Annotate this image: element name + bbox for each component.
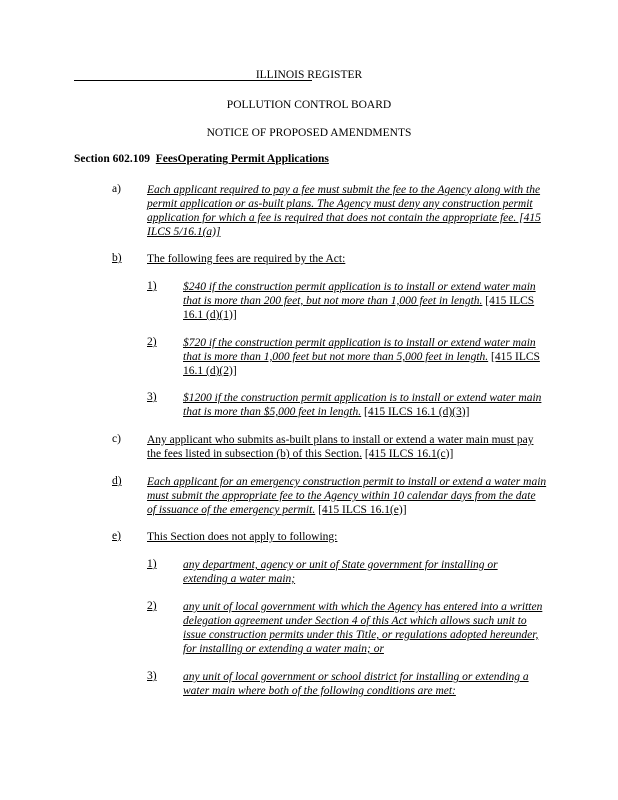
item-e1-label: 1)	[147, 558, 157, 570]
item-b1-label: 1)	[147, 280, 157, 292]
item-e2-text: any unit of local government with which the Agency has entered into a written delegation agreement under Section 4 of this Act which allows such unit to issue construction permits under this Title, or regulations adopted hereunder, for installing or extending a water main; or	[183, 601, 543, 655]
section-title-added: Operating Permit Applications	[177, 153, 329, 165]
item-c-cite: [415 ILCS 16.1(c)]	[364, 448, 454, 460]
section-heading	[74, 153, 329, 165]
item-b-text: The following fees are required by the Act:	[147, 253, 346, 265]
item-b3-body	[183, 391, 543, 419]
item-e-label: e)	[112, 530, 121, 542]
item-b1-cite: [415 ILCS 16.1 (d)(1)]	[183, 295, 535, 321]
item-d-body	[147, 475, 547, 517]
item-a-text: Each applicant required to pay a fee must submit the fee to the Agency along with the permit application or as-built plans. The Agency must deny any construction permit application for which a fee is required that does not contain the appropriate fee. [415 ILCS 5/16.1(a)]	[147, 184, 541, 238]
item-d-text: Each applicant for an emergency construction permit to install or extend a water main must submit the appropriate fee to the Agency within 10 calendar days from the date of issuance of the emergency permit.	[147, 476, 547, 516]
item-b2-label: 2)	[147, 336, 157, 348]
item-b2-text: $720 if the construction permit application is to install or extend water main that is more than 1,000 feet but not more than 5,000 feet in length.	[183, 337, 536, 363]
item-e2-label: 2)	[147, 600, 157, 612]
item-c-label: c)	[112, 433, 121, 445]
item-b3-label: 3)	[147, 391, 157, 403]
board-title: POLLUTION CONTROL BOARD	[226, 99, 392, 111]
item-e3-label: 3)	[147, 670, 157, 682]
section-title-deleted: Fees	[155, 153, 178, 165]
notice-title: NOTICE OF PROPOSED AMENDMENTS	[206, 127, 412, 139]
item-c-text-b: in subsection (b) of this Section.	[213, 448, 362, 460]
item-b-label: b)	[112, 252, 122, 264]
item-a-label: a)	[112, 183, 121, 195]
item-b3-text: $1200 if the construction permit application is to install or extend water main that is more than $5,000 feet in length.	[183, 392, 542, 418]
item-e3-text: any unit of local government or school district for installing or extending a water main where both of the following conditions are met:	[183, 671, 529, 697]
item-c-text-a: Any applicant who submits as-built plans to install or extend a water main must pay the fees listed	[147, 434, 534, 460]
register-title: ILLINOIS REGISTER	[255, 69, 363, 81]
item-b1-body	[183, 280, 543, 322]
item-b3-cite: [415 ILCS 16.1 (d)(3)]	[364, 406, 470, 418]
item-b1-text: $240 if the construction permit application is to install or extend water main that is more than 200 feet, but not more than 1,000 feet in length.	[183, 281, 536, 307]
item-b2-cite: [415 ILCS 16.1 (d)(2)]	[183, 351, 540, 377]
item-d-label: d)	[112, 475, 122, 487]
item-d-cite: [415 ILCS 16.1(e)]	[318, 504, 407, 516]
item-e-text: This Section does not apply to following:	[147, 531, 338, 543]
item-b2-body	[183, 336, 543, 378]
item-e1-text: any department, agency or unit of State government for installing or extending a water main;	[183, 559, 498, 585]
item-c-body	[147, 433, 547, 461]
section-number: Section 602.109	[74, 153, 151, 165]
